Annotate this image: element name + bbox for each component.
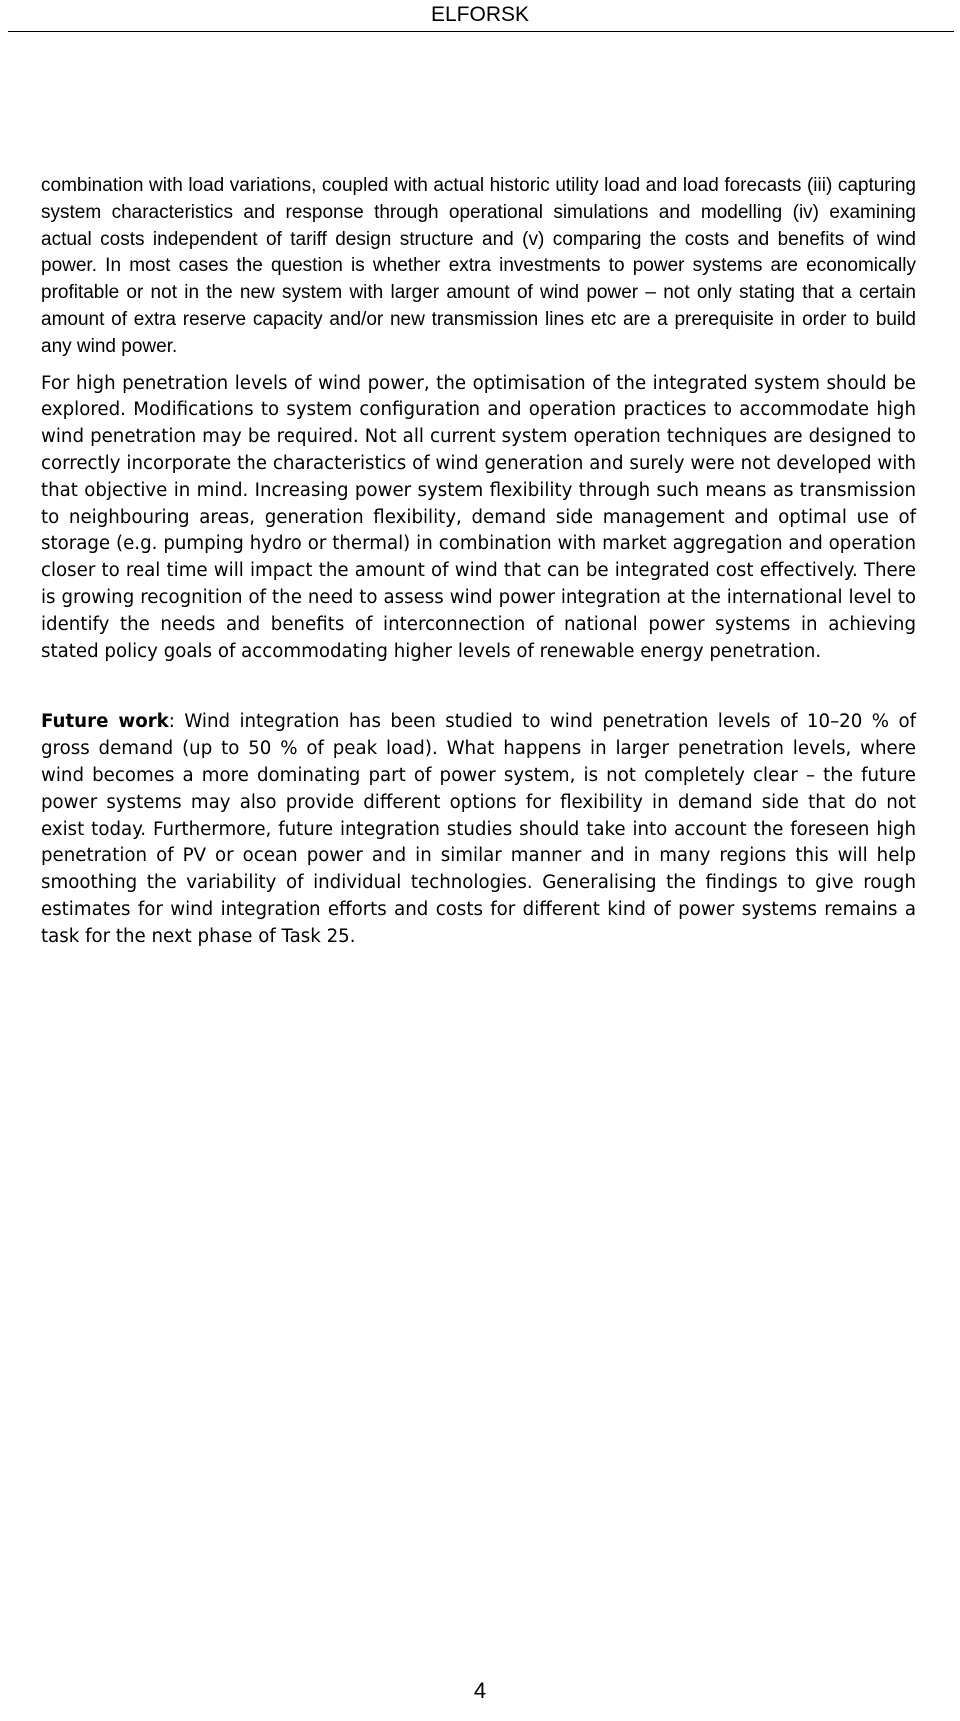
body-paragraph-future-work — [41, 709, 916, 950]
document-body — [41, 173, 916, 951]
body-paragraph-2: For high penetration levels of wind power, the optimisation of the integrated system should be explored. Modifications to system configuration and operation practices to accommodate high wind penetration may be required. Not all current system operation techniques are designed to correctly incorporate the characteristics of wind generation and surely were not developed with that objective in mind. Increasing power system flexibility through such means as transmission to neighbouring areas, generation flexibility, demand side management and optimal use of storage (e.g. pumping hydro or thermal) in combination with market aggregation and operation closer to real time will impact the amount of wind that can be integrated cost effectively. There is growing recognition of the need to assess wind power integration at the international level to identify the needs and benefits of interconnection of national power systems in achieving stated policy goals of accommodating higher levels of renewable energy penetration. — [41, 372, 916, 662]
header-title: ELFORSK — [430, 3, 530, 26]
body-paragraph-1: combination with load variations, coupled with actual historic utility load and load forecasts (iii) capturing system characteristics and response through operational simulations and modelling (iv) examining actual costs independent of tariff design structure and (v) comparing the costs and benefits of wind power. In most cases the question is whether extra investments to power systems are economically profitable or not in the new system with larger amount of wind power – not only stating that a certain amount of extra reserve capacity and/or new transmission lines etc are a prerequisite in order to build any wind power. — [41, 175, 916, 357]
future-work-text: : Wind integration has been studied to wind penetration levels of 10–20 % of gross demand (up to 50 % of peak load). What happens in larger penetration levels, where wind becomes a more dominating part of power system, is not completely clear – the future power systems may also provide different options for flexibility in demand side that do not exist today. Furthermore, future integration studies should take into account the foreseen high penetration of PV or ocean power and in similar manner and in many regions this will help smoothing the variability of individual technologies. Generalising the findings to give rough estimates for wind integration efforts and costs for different kind of power systems remains a task for the next phase of Task 25. — [41, 711, 916, 947]
running-header — [0, 0, 960, 34]
future-work-heading: Future work — [41, 711, 169, 733]
page-number: 4 — [473, 1678, 487, 1703]
header-divider — [8, 31, 954, 32]
